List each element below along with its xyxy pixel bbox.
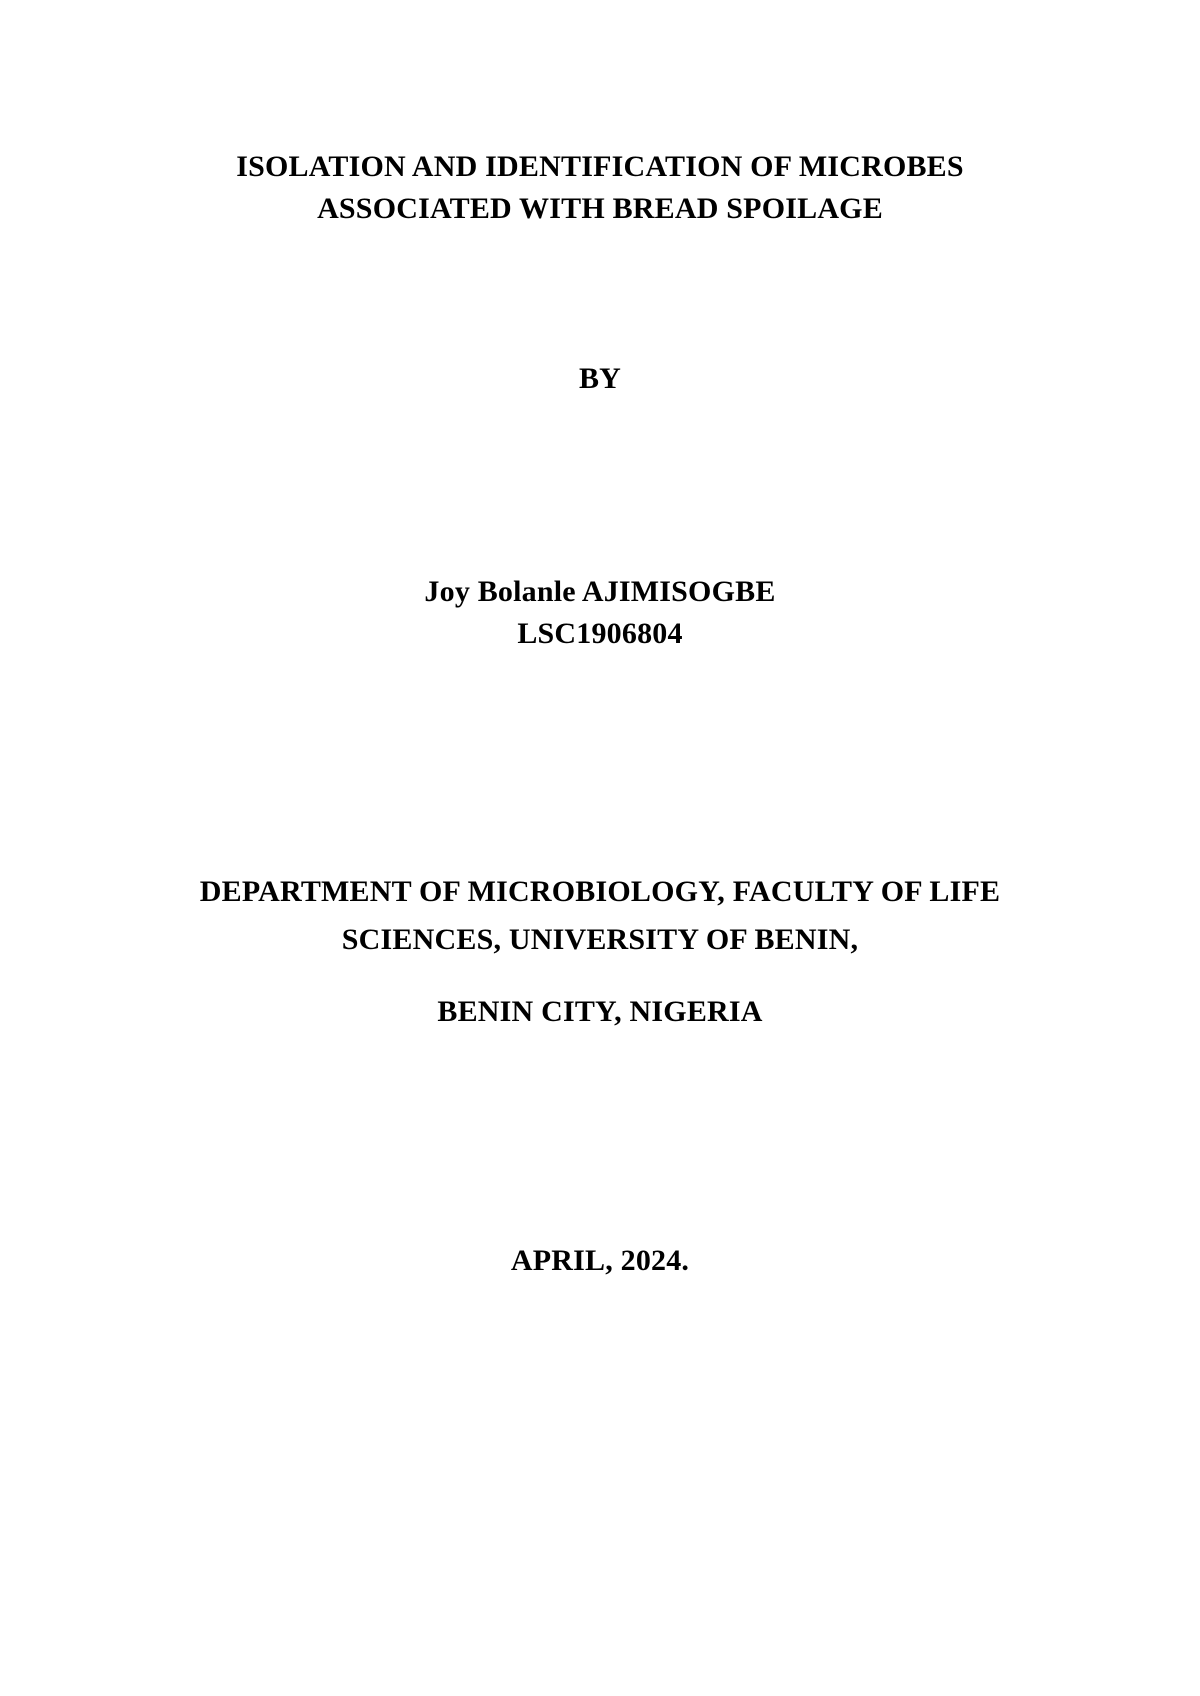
by-label: BY [578, 362, 622, 395]
author-name: Joy Bolanle AJIMISOGBE [424, 575, 776, 608]
matric-number: LSC1906804 [517, 617, 683, 650]
project-title-line-1: ISOLATION AND IDENTIFICATION OF MICROBES [236, 150, 964, 183]
project-title-line-2: ASSOCIATED WITH BREAD SPOILAGE [317, 192, 883, 225]
date-block [0, 1240, 1200, 1282]
institution-line-1: DEPARTMENT OF MICROBIOLOGY, FACULTY OF LIFE [199, 875, 1001, 908]
submission-date: APRIL, 2024. [510, 1244, 690, 1277]
by-label-block [0, 358, 1200, 400]
author-block [0, 571, 1200, 655]
project-title [0, 146, 1200, 230]
institution-line-2: SCIENCES, UNIVERSITY OF BENIN, [341, 923, 859, 956]
institution-block [0, 868, 1200, 1036]
institution-spacer [0, 964, 1200, 988]
institution-line-3: BENIN CITY, NIGERIA [437, 995, 763, 1028]
